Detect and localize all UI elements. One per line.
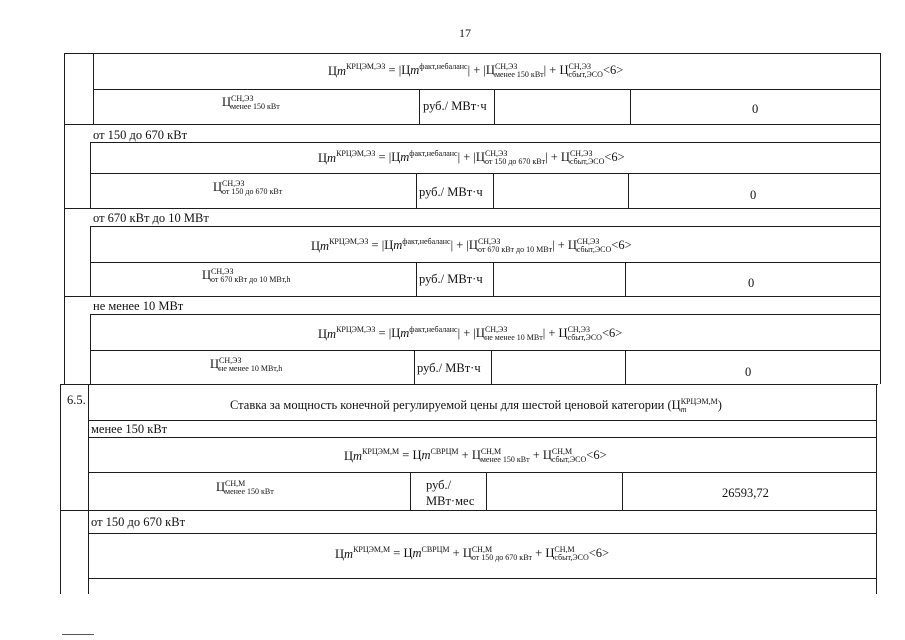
formula-6-5-sub1: Цm КРЦЭМ,М = Цm СВРЦМ + Ц СН,М менее 150 кВт + Ц СН,М сбыт,ЭСО <6> <box>344 447 607 465</box>
header-6-5-sub2: от 150 до 670 кВт <box>91 515 186 529</box>
rate-name-block-4: Ц СН,ЭЗ не менее 10 МВт,h <box>210 356 283 374</box>
header-6-5-sub1: менее 150 кВт <box>91 422 168 436</box>
formula-block-4: Цm КРЦЭМ,ЭЗ = |Цm факт,небаланс | + |Ц СН,ЭЗ не менее 10 МВт | + Ц СН,ЭЗ сбыт,ЭСО <6> <box>318 325 623 343</box>
unit-block-2: руб./ МВт·ч <box>419 185 483 199</box>
header-block-4: не менее 10 МВт <box>93 299 184 313</box>
unit-block-3: руб./ МВт·ч <box>419 272 483 286</box>
unit-block-4: руб./ МВт·ч <box>417 361 481 375</box>
section-title: Ставка за мощность конечной регулируемой цены для шестой ценовой категории (Ц КРЦЭМ,М m ) <box>230 397 722 415</box>
header-block-3: от 670 кВт до 10 МВт <box>93 211 209 225</box>
footer-rule <box>62 634 94 635</box>
rate-name-6-5-sub1: Ц СН,М менее 150 кВт <box>216 479 274 497</box>
value-block-1: 0 <box>752 102 759 116</box>
rate-name-block-1: Ц СН,ЭЗ менее 150 кВт <box>222 94 280 112</box>
formula-block-2: Цm КРЦЭМ,ЭЗ = |Цm факт,небаланс | + |Ц СН,ЭЗ от 150 до 670 кВт | + Ц СН,ЭЗ сбыт,ЭСО <6> <box>318 149 625 167</box>
value-block-4: 0 <box>745 365 752 379</box>
rate-name-block-2: Ц СН,ЭЗ от 150 до 670 кВт <box>213 179 283 197</box>
section-number: 6.5. <box>67 393 86 407</box>
value-6-5-sub1: 26593,72 <box>722 486 769 500</box>
formula-6-5-sub2: Цm КРЦЭМ,М = Цm СВРЦМ + Ц СН,М от 150 до 670 кВт + Ц СН,М сбыт,ЭСО <6> <box>335 545 610 563</box>
page-number: 17 <box>459 26 471 40</box>
unit-block-1: руб./ МВт·ч <box>423 99 487 113</box>
value-block-3: 0 <box>748 276 755 290</box>
rate-name-block-3: Ц СН,ЭЗ от 670 кВт до 10 МВт,h <box>202 267 291 285</box>
formula-block-3: Цm КРЦЭМ,ЭЗ = |Цm факт,небаланс | + |Ц СН,ЭЗ от 670 кВт до 10 МВт | + Ц СН,ЭЗ сбыт,ЭСО <6> <box>311 237 632 255</box>
header-block-2: от 150 до 670 кВт <box>93 128 188 142</box>
value-block-2: 0 <box>750 188 757 202</box>
unit-6-5-sub1: руб./ МВт·мес <box>426 478 475 508</box>
formula-block-1: Цm КРЦЭМ,ЭЗ = |Цm факт,небаланс | + |Ц СН,ЭЗ менее 150 кВт | + Ц СН,ЭЗ сбыт,ЭСО <6> <box>328 62 624 80</box>
